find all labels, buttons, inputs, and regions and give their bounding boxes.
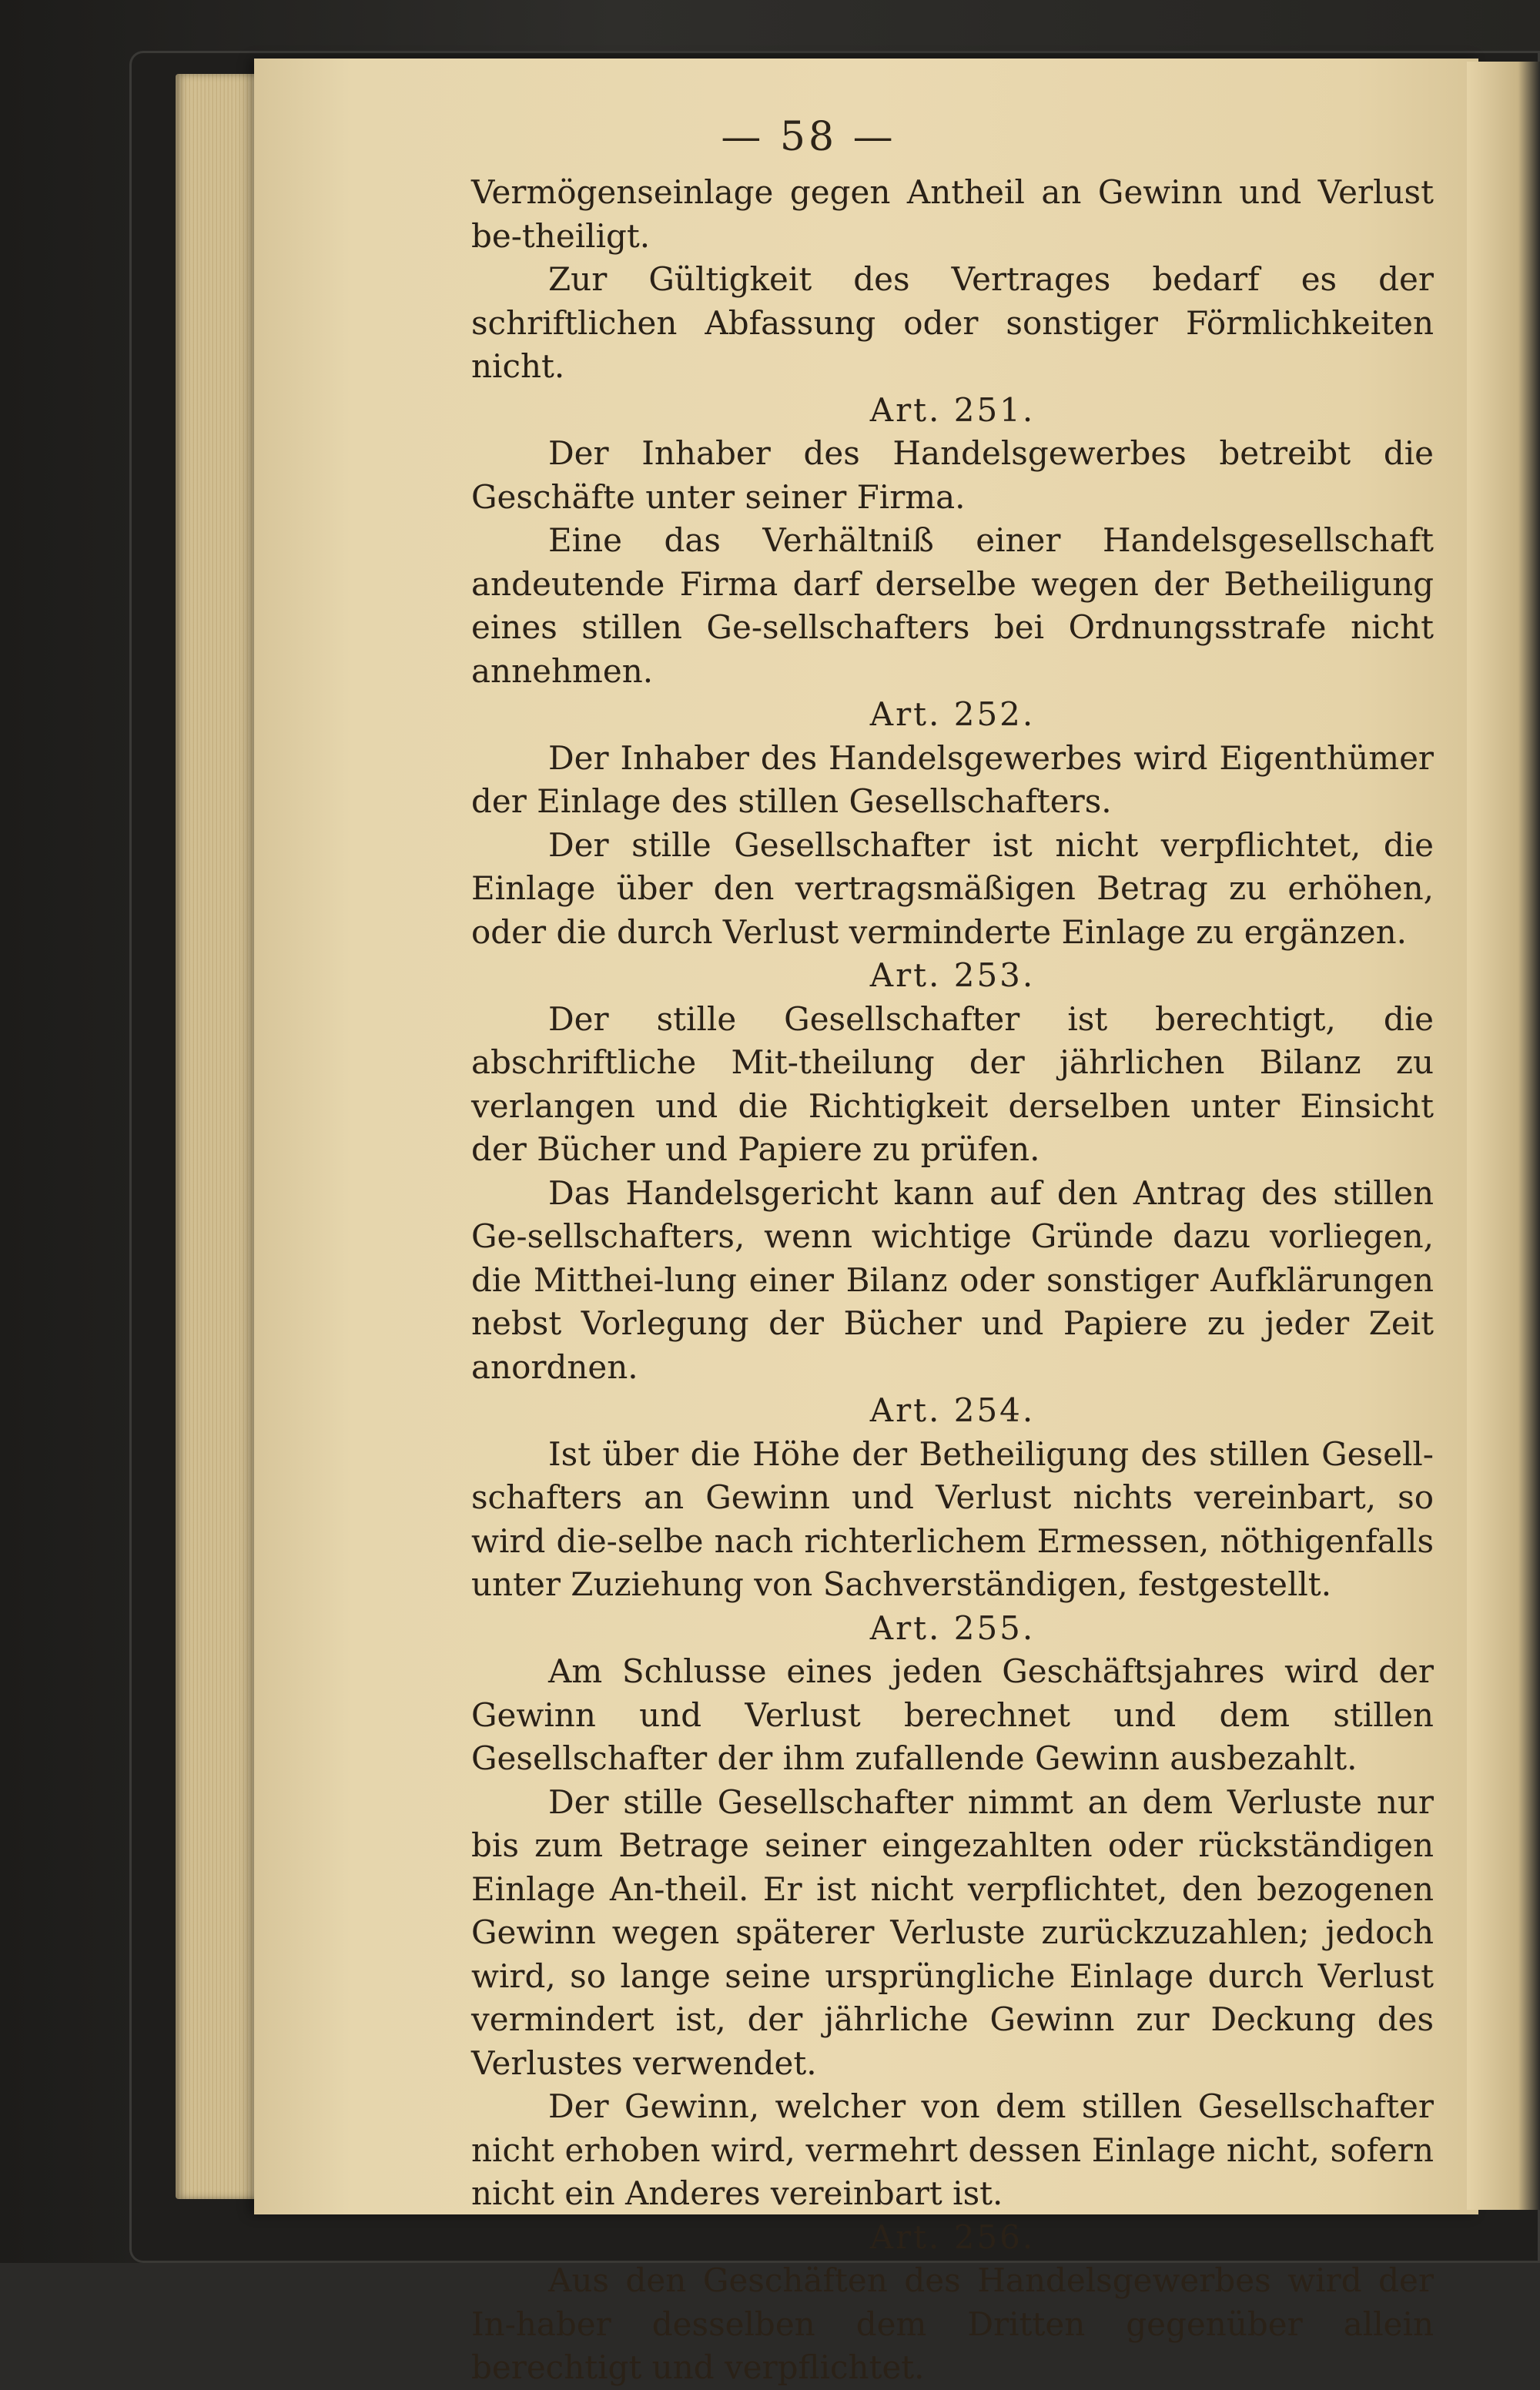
article-heading: Art. 251. bbox=[869, 390, 1036, 429]
paragraph: Der stille Gesellschafter ist berechtigt, die abschriftliche Mit-theilung der jährlichen Bilanz zu verlangen und die Richtigkeit derselben unter Einsicht der Bücher und Papiere zu prüfen. bbox=[471, 999, 1434, 1168]
paragraph: Der Inhaber des Handelsgewerbes betreibt die Geschäfte unter seiner Firma. bbox=[471, 434, 1434, 516]
page-number: — 58 — bbox=[721, 114, 896, 160]
paragraph: Der Inhaber des Handelsgewerbes wird Eigenthümer der Einlage des stillen Gesellschafters. bbox=[471, 738, 1434, 820]
paragraph: Der stille Gesellschafter nimmt an dem Verluste nur bis zum Betrage seiner eingezahlten oder rückständigen Einlage An-theil. Er ist nicht verpflichtet, den bezogenen Gewinn wegen späterer Verluste zurückzuzahlen; jedoch wird, so lange seine ursprüngliche Einlage durch Verlust vermindert ist, der jährliche Gewinn zur Deckung des Verlustes verwendet. bbox=[471, 1782, 1434, 2082]
page-edge bbox=[1467, 62, 1540, 2210]
paragraph: Am Schlusse eines jeden Geschäftsjahres wird der Gewinn und Verlust berechnet und dem stillen Gesellschafter der ihm zufallende Gewinn ausbezahlt. bbox=[471, 1652, 1434, 1777]
article-heading: Art. 253. bbox=[869, 956, 1036, 994]
paragraph: Das Handelsgericht kann auf den Antrag des stillen Ge-sellschafters, wenn wichtige Gründe dazu vorliegen, die Mitthei-lung einer Bilanz oder sonstiger Aufklärungen nebst Vorlegung der Bücher und Papiere zu jeder Zeit anordnen. bbox=[471, 1173, 1434, 1386]
paragraph: Zur Gültigkeit des Vertrages bedarf es der schriftlichen Abfassung oder sonstiger Förmlichkeiten nicht. bbox=[471, 260, 1434, 385]
article-heading: Art. 255. bbox=[869, 1608, 1036, 1647]
article-heading: Art. 254. bbox=[869, 1391, 1036, 1429]
paragraph: Aus den Geschäften des Handelsgewerbes wird der In-haber desselben dem Dritten gegenüber allein berechtigt und verpflichtet. bbox=[471, 2261, 1434, 2386]
article-heading: Art. 252. bbox=[869, 695, 1036, 733]
paragraph: Eine das Verhältniß einer Handelsgesellschaft andeutende Firma darf derselbe wegen der Betheiligung eines stillen Ge-sellschafters bei Ordnungsstrafe nicht annehmen. bbox=[471, 521, 1434, 690]
paragraph: Vermögenseinlage gegen Antheil an Gewinn und Verlust be-theiligt. bbox=[471, 173, 1434, 255]
paragraph: Ist über die Höhe der Betheiligung des stillen Gesell-schafters an Gewinn und Verlust nichts vereinbart, so wird die-selbe nach richterlichem Ermessen, nöthigenfalls unter Zuziehung von Sachverständigen, festgestellt. bbox=[471, 1434, 1434, 1603]
body-text bbox=[471, 171, 1434, 2390]
paragraph: Der stille Gesellschafter ist nicht verpflichtet, die Einlage über den vertragsmäßigen Betrag zu erhöhen, oder die durch Verlust verminderte Einlage zu ergänzen. bbox=[471, 825, 1434, 951]
article-heading: Art. 256. bbox=[869, 2218, 1036, 2256]
paragraph: Der Gewinn, welcher von dem stillen Gesellschafter nicht erhoben wird, vermehrt dessen Einlage nicht, sofern nicht ein Anderes vereinbart ist. bbox=[471, 2087, 1434, 2212]
